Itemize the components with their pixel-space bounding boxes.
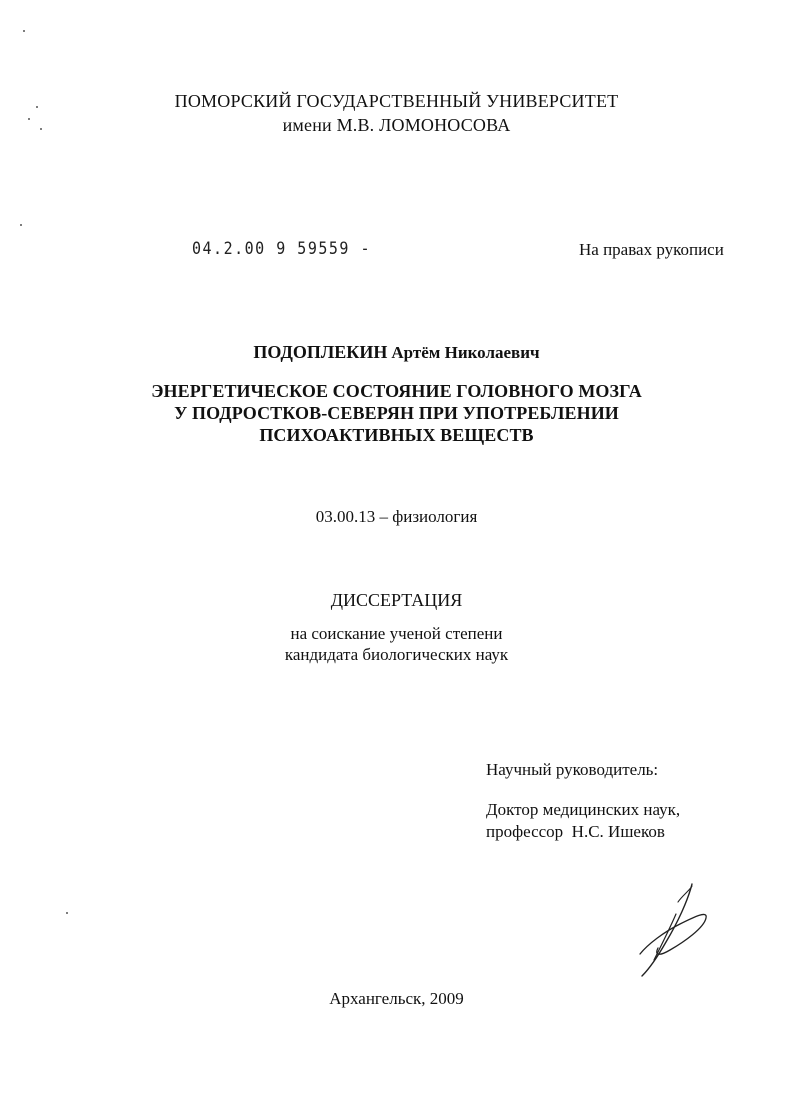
scan-speck [23, 30, 25, 32]
scan-speck [66, 912, 68, 914]
document-type: ДИССЕРТАЦИЯ [330, 590, 463, 610]
degree-line-1: на соискание ученой степени [290, 624, 503, 643]
inventory-number: 04.2.00 9 59559 - [192, 238, 372, 259]
university-name: ПОМОРСКИЙ ГОСУДАРСТВЕННЫЙ УНИВЕРСИТЕТ [174, 91, 619, 111]
supervisor-heading: Научный руководитель: [486, 760, 659, 779]
signature-mark [630, 880, 720, 980]
university-named-after: имени М.В. ЛОМОНОСОВА [282, 115, 511, 135]
degree-line-2: кандидата биологических наук [284, 645, 509, 664]
supervisor-degree: Доктор медицинских наук, [486, 800, 681, 819]
author-given-names: Артём Николаевич [391, 343, 540, 362]
city-year: Архангельск, 2009 [329, 989, 464, 1008]
title-line-3: ПСИХОАКТИВНЫХ ВЕЩЕСТВ [259, 425, 534, 445]
supervisor-name: профессор Н.С. Ишеков [486, 822, 665, 841]
author-surname: ПОДОПЛЕКИН [253, 342, 388, 362]
rights-notice: На правах рукописи [579, 240, 724, 259]
title-line-1: ЭНЕРГЕТИЧЕСКОЕ СОСТОЯНИЕ ГОЛОВНОГО МОЗГА [151, 381, 642, 401]
specialty-code: 03.00.13 – физиология [315, 507, 478, 526]
title-line-2: У ПОДРОСТКОВ-СЕВЕРЯН ПРИ УПОТРЕБЛЕНИИ [174, 403, 619, 423]
scan-speck [20, 224, 22, 226]
author-name [0, 342, 793, 363]
